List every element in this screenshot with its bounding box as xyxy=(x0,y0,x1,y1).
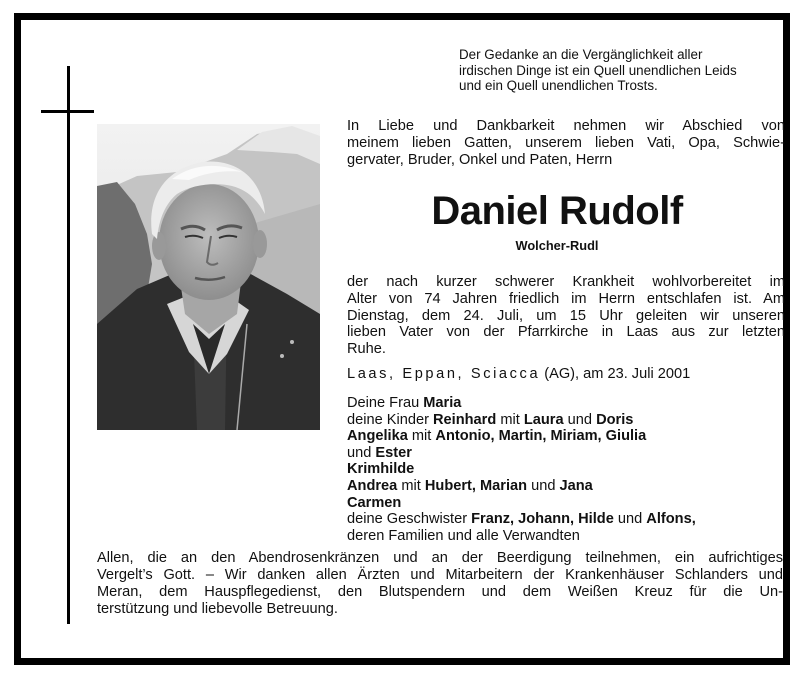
family-member-name: Doris xyxy=(596,411,634,428)
deceased-name: Daniel Rudolf xyxy=(431,189,683,233)
family-list xyxy=(347,395,785,544)
date: (AG), am 23. Juli 2001 xyxy=(540,366,691,382)
intro-line: In Liebe und Dankbarkeit nehmen wir Abschied von xyxy=(347,118,785,134)
announcement-line: Dienstag, dem 24. Juli, um 15 Uhr geleiten wir unseren xyxy=(347,307,785,324)
intro-text xyxy=(347,118,785,169)
family-text: Deine Frau xyxy=(347,395,424,411)
thanks-line: Meran, dem Hauspflegedienst, den Blutspendern und dem Weißen Kreuz für die Un- xyxy=(97,584,783,600)
thanks-text xyxy=(97,550,783,618)
family-row xyxy=(347,445,785,462)
place-and-date xyxy=(347,366,785,383)
announcement-line: Ruhe. xyxy=(347,341,386,358)
family-member-name: Alfons, xyxy=(646,511,696,528)
motto-quote xyxy=(459,47,779,94)
intro-line: gervater, Bruder, Onkel und Paten, Herrn xyxy=(347,152,613,168)
family-row xyxy=(347,428,785,445)
family-row xyxy=(347,495,785,512)
announcement-text xyxy=(347,274,785,358)
family-member-name: Maria xyxy=(423,395,462,411)
portrait-photo xyxy=(97,124,320,430)
family-member-name: Antonio, Martin, Miriam, Giulia xyxy=(435,428,647,445)
family-member-name: Ester xyxy=(375,444,412,461)
family-member-name: Hubert, Marian xyxy=(424,477,528,494)
deceased-nickname: Wolcher-Rudl xyxy=(515,238,599,253)
family-text: mit xyxy=(397,477,425,494)
family-member-name: Laura xyxy=(523,411,564,428)
family-row xyxy=(347,461,785,478)
family-row xyxy=(347,478,785,495)
cross-icon-vertical xyxy=(67,66,70,624)
portrait-image xyxy=(97,124,320,430)
family-text: und xyxy=(613,511,647,528)
family-text: mit xyxy=(496,411,524,428)
motto-line: irdischen Dinge ist ein Quell unendlichen Leids xyxy=(459,62,737,78)
motto-line: Der Gedanke an die Vergänglichkeit aller xyxy=(459,47,703,62)
thanks-line: Allen, die an den Abendrosenkränzen und an der Beerdigung teilnehmen, ein aufrichtiges xyxy=(97,550,783,566)
family-row xyxy=(347,412,785,429)
thanks-line: Vergelt’s Gott. – Wir danken allen Ärzten und Mitarbeitern der Krankenhäuser Schlanders und xyxy=(97,567,783,583)
family-member-name: Carmen xyxy=(347,494,402,511)
cross-icon-horizontal xyxy=(41,110,94,113)
family-member-name: Franz, Johann, Hilde xyxy=(471,511,614,528)
family-text: deren Familien und alle Verwandten xyxy=(347,527,580,544)
family-text: und xyxy=(347,444,376,461)
announcement-line: lieben Vater von der Pfarrkirche in Laas aus zur letzten xyxy=(347,324,785,341)
family-text: mit xyxy=(407,428,436,445)
family-text: und xyxy=(527,477,560,494)
intro-line: meinem lieben Gatten, unserem lieben Vati, Opa, Schwie- xyxy=(347,135,785,151)
family-text: und xyxy=(563,411,597,428)
announcement-line: Alter von 74 Jahren friedlich im Herrn entschlafen ist. Am xyxy=(347,290,785,307)
family-row xyxy=(347,511,785,528)
family-member-name: Krimhilde xyxy=(347,461,415,478)
motto-line: und ein Quell unendlichen Trosts. xyxy=(459,78,658,93)
family-member-name: Reinhard xyxy=(433,411,497,428)
family-row xyxy=(347,395,785,412)
family-row xyxy=(347,528,785,545)
family-text: deine Geschwister xyxy=(347,511,472,528)
family-member-name: Angelika xyxy=(347,428,408,445)
family-member-name: Andrea xyxy=(347,477,398,494)
family-text: deine Kinder xyxy=(347,411,434,428)
places: Laas, Eppan, Sciacca xyxy=(347,366,541,382)
thanks-line: terstützung und liebevolle Betreuung. xyxy=(97,601,338,617)
family-member-name: Jana xyxy=(559,477,593,494)
announcement-line: der nach kurzer schwerer Krankheit wohlvorbereitet im xyxy=(347,274,785,290)
